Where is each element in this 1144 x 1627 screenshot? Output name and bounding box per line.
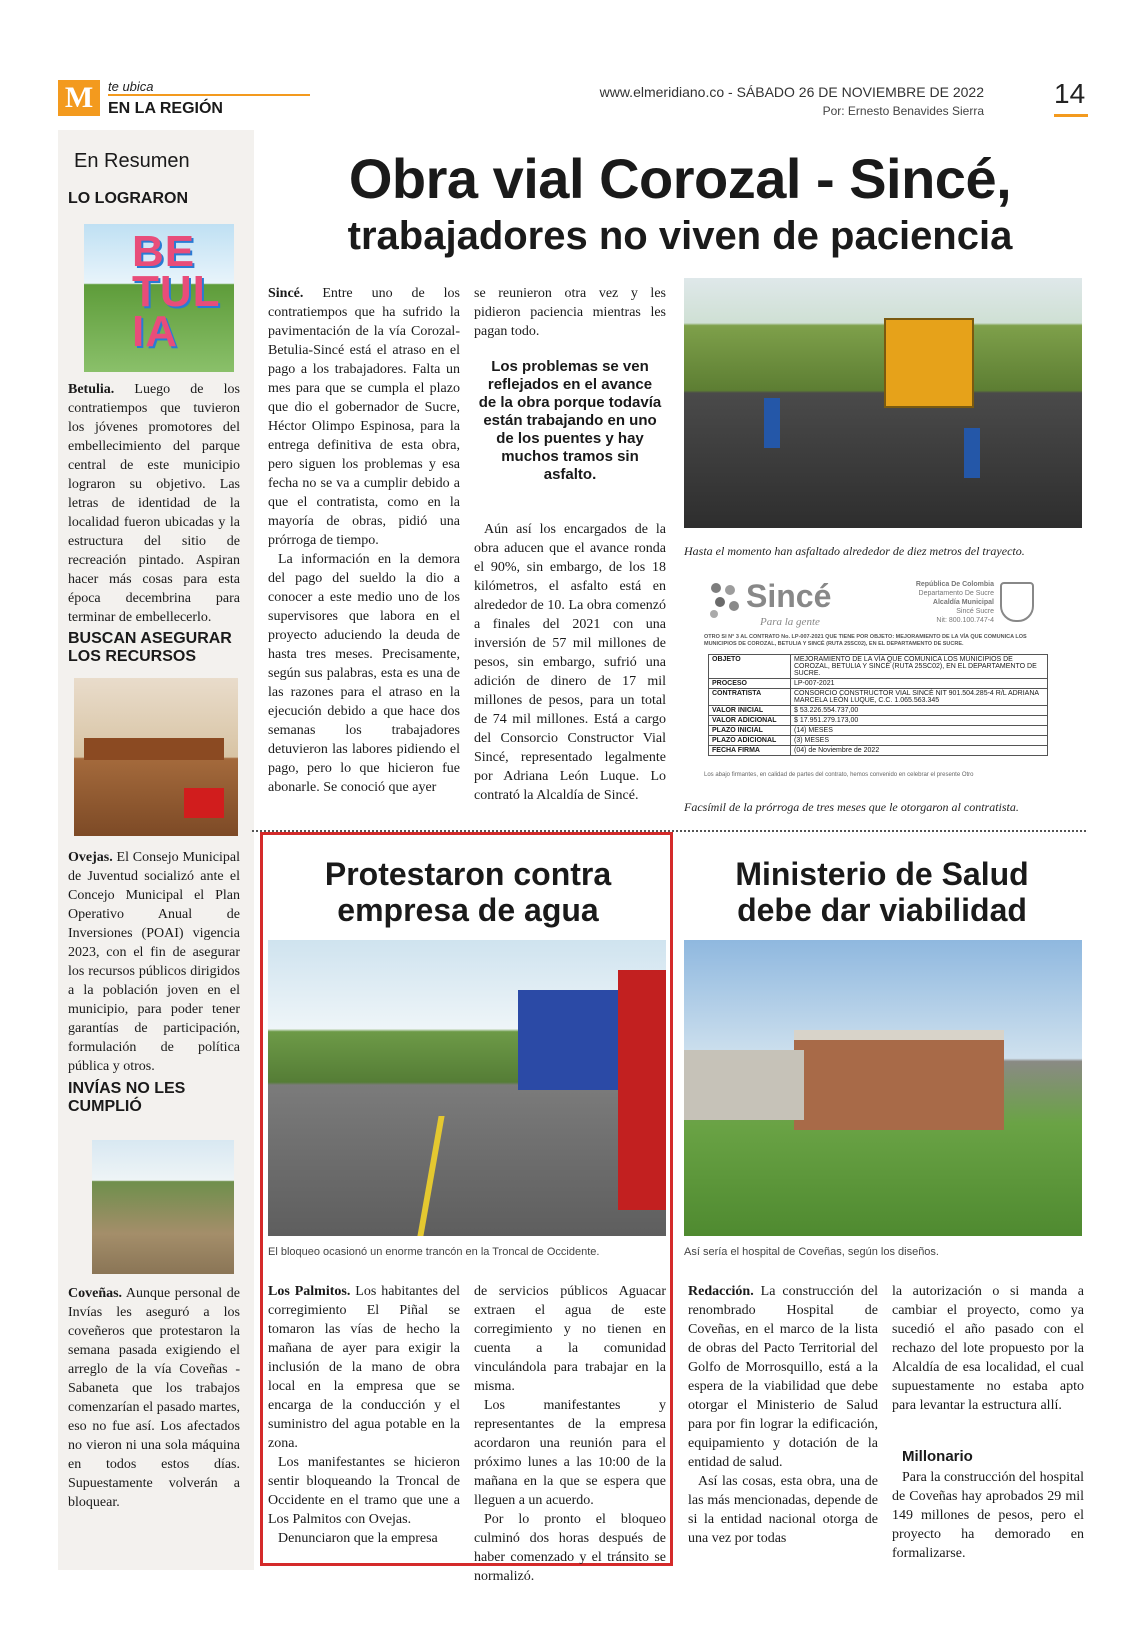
water-photo-caption: El bloqueo ocasionó un enorme trancón en la Troncal de Occidente.: [268, 1246, 600, 1258]
byline: Por: Ernesto Benavides Sierra: [822, 104, 984, 118]
table-row: OBJETO MEJORAMIENTO DE LA VÍA QUE COMUNICA LOS MUNICIPIOS DE COROZAL, BETULIA Y SINCÉ (RUTA 25SC02), EN EL DEPARTAMENTO DE SUCRE.: [709, 655, 1048, 679]
table-row: PROCESO LP-007-2021: [709, 679, 1048, 689]
sincé-logo-icon: [708, 580, 742, 620]
paragraph: Sincé. Entre uno de los contratiempos que ha sufrido la pavimentación de la vía Corozal-Betulia-Sincé está el atraso en el pago a los trabajadores. Falta un mes para que se cumpla el plazo que dio el gobernador de Sucre, Héctor Olimpo Espinosa, para la entrega definitiva de esta obra, pero siguen los problemas y esa fecha no se va a cumplir debido a que el contratista, como en la mayoría de obras, pidió una prórroga de tiempo.: [268, 286, 460, 548]
betulia-letters-photo: [84, 224, 234, 372]
water-story-col-2: [474, 1282, 666, 1586]
facsimile-preamble: OTRO SI N° 3 AL CONTRATO No. LP-007-2021 QUE TIENE POR OBJETO: MEJORAMIENTO DE LA VÍA QUE COMUNICA LOS MUNICIPIOS DE COROZAL, BETULIA Y SINCÉ (RUTA 25SC02), EN EL DEPARTAMENTO DE SUCRE.: [704, 634, 1027, 647]
hospital-caption: Así sería el hospital de Coveñas, según los diseños.: [684, 1246, 939, 1258]
main-subheadline: trabajadores no viven de paciencia: [347, 214, 1013, 258]
health-headline: Ministerio de Salud debe dar viabilidad: [735, 856, 1029, 928]
header-rule: [108, 94, 310, 96]
road-blockade-photo: [268, 940, 666, 1236]
hospital-building: [794, 1030, 1004, 1130]
hospital-render: [684, 940, 1082, 1236]
worker: [764, 398, 780, 448]
meeting-table: [84, 738, 224, 760]
pull-quote: Los problemas se ven reflejados en el avance de la obra porque todavía están trabajando en uno de los puentes y hay muchos tramos sin asfalto.: [478, 358, 662, 483]
water-story-col-1: [268, 1282, 460, 1548]
truck: [518, 990, 618, 1090]
newspaper-logo: M: [58, 80, 100, 116]
paragraph: Los manifestantes y representantes de la empresa acordaron una reunión para el próximo lunes a las 10:00 de la mañana en la que se espera que lleguen a un acuerdo.: [474, 1398, 666, 1508]
health-story-col-2-bottom: [892, 1468, 1084, 1563]
paragraph: Por lo pronto el bloqueo culminó dos horas después de haber comenzado y el tránsito se normalizó.: [474, 1512, 666, 1584]
main-story-col-2: [474, 284, 666, 341]
sidebar-title: En Resumen: [74, 150, 190, 172]
sincé-logo-text: Sincé: [746, 578, 832, 614]
paragraph: Los Palmitos. Los habitantes del corregimiento El Piñal se tomaron las vías de hecho la mañana de ayer para exigir la inclusión de la mano de obra local en la empresa que se encarga de la conducción y el suministro del agua potable en la zona.: [268, 1284, 460, 1451]
table-row: FECHA FIRMA (04) de Noviembre de 2022: [709, 746, 1048, 756]
table-row: VALOR INICIAL $ 53.226.554.737,00: [709, 706, 1048, 716]
section-tagline: te ubica: [108, 79, 154, 94]
paragraph: Los manifestantes se hicieron sentir bloqueando la Troncal de Occidente en el tramo que une a Los Palmitos con Ovejas.: [268, 1455, 460, 1527]
page-number-rule: [1054, 114, 1088, 117]
table-row: PLAZO INICIAL (14) MESES: [709, 726, 1048, 736]
paragraph: La información en la demora del pago del sueldo la dio a conocer a este medio uno de los supervisores que labora en el proyecto aduciendo la deuda de hasta tres meses. Precisamente, según sus palabras, esta es una de las razones para el atraso en la ejecución debido a que hace dos semanas los trabajadores detuvieron las labores pidiendo el pago, pero lo que hicieron fue abonarle. Se conoció que ayer: [268, 552, 460, 795]
sidebar-text-1: Betulia. Luego de los contratiempos que tuvieron los jóvenes promotores del embellecimiento del parque central de este municipio lograron su objetivo. Las letras de identidad de la localidad fueron ubicadas y la estructura del sitio de recreación pintado. Aspiran hacer más cosas para esta época decembrina para terminar de embellecerlo.: [68, 382, 240, 625]
main-story-col-1: [268, 284, 460, 797]
facsimile-caption: Facsímil de la prórroga de tres meses que le otorgaron al contratista.: [684, 800, 1019, 814]
table-row: CONTRATISTA CONSORCIO CONSTRUCTOR VIAL SINCÉ NIT 901.504.285-4 R/L ADRIANA MARCELA LEÓN LUQUE, C.C. 1.065.563.345: [709, 689, 1048, 706]
table-row: VALOR ADICIONAL $ 17.951.279.173,00: [709, 716, 1048, 726]
paragraph: Redacción. La construcción del renombrado Hospital de Coveñas, en el marco de la lista de obras del Pacto Territorial del Golfo de Morrosquillo, está a la espera de la viabilidad que debe otorgar el Ministerio de Salud para por fin lograr la edificación, equipamiento y dotación de la entidad de salud.: [688, 1284, 878, 1470]
betulia-letters: BETULIA: [132, 227, 221, 356]
paragraph: Denunciaron que la empresa: [278, 1531, 438, 1546]
water-headline: Protestaron contra empresa de agua: [324, 856, 612, 928]
red-truck: [618, 970, 666, 1210]
coat-of-arms-icon: [1000, 582, 1034, 622]
road-photo-caption: Hasta el momento han asfaltado alrededor de diez metros del trayecto.: [684, 544, 1025, 558]
municipality-letterhead: República De Colombia Departamento De Sucre Alcaldía Municipal Sincé Sucre Nit: 800.100.747-4: [915, 581, 994, 624]
main-headline: Obra vial Corozal - Sincé,: [348, 147, 1012, 210]
worker: [964, 428, 980, 478]
red-chair: [184, 788, 224, 818]
main-story-col-2-bottom: [474, 520, 666, 805]
hospital-wing: [684, 1050, 804, 1120]
sidebar-text-3: Coveñas. Aunque personal de Invías les aseguró a los coveñeros que protestaron la semana pasada exigiendo el arreglo de la vía Coveñas - Sabaneta que los trabajos comenzarían el pasado martes, eso no fue así. Los afectados no vieron ni una sola máquina en todos estos días. Supuestamente volverán a bloquear.: [68, 1286, 240, 1510]
asphalt-paver: [884, 318, 974, 408]
masthead-date: www.elmeridiano.co - SÁBADO 26 DE NOVIEMBRE DE 2022: [599, 84, 984, 100]
contract-facsimile: [684, 572, 1082, 790]
paragraph: se reunieron otra vez y les pidieron paciencia mientras les pagan todo.: [474, 286, 666, 339]
sidebar-heading-3: INVÍAS NO LES CUMPLIÓ: [68, 1080, 186, 1115]
paragraph: Así las cosas, esta obra, una de las más mencionadas, depende de si la entidad nacional otorga de una vez por todas: [688, 1474, 878, 1546]
facsimile-footer: Los abajo firmantes, en calidad de partes del contrato, hemos convenido en celebrar el presente Otro: [704, 772, 974, 778]
contract-table: [708, 654, 1048, 756]
sidebar-text-2: Ovejas. El Consejo Municipal de Juventud socializó ante el Concejo Municipal el Plan Operativo Anual de Inversiones (POAI) vigencia 2023, con el fin de asegurar los recursos públicos dirigidos a la población joven en el municipio, para poder tener garantías de participación, formulación de política pública y otros.: [68, 850, 240, 1074]
ovejas-meeting-photo: [74, 678, 238, 836]
sidebar-heading-2: BUSCAN ASEGURAR LOS RECURSOS: [68, 630, 232, 665]
paragraph: de servicios públicos Aguacar extraen el agua de este corregimiento y no tienen en cuenta a la comunidad vinculándola para trabajar en la misma.: [474, 1284, 666, 1394]
road-line: [417, 1116, 444, 1236]
road-paving-photo: [684, 278, 1082, 528]
paragraph: Para la construcción del hospital de Coveñas hay aprobados 29 mil 149 millones de pesos, pero el proyecto ha demorado en formalizarse.: [892, 1470, 1084, 1561]
table-row: PLAZO ADICIONAL (3) MESES: [709, 736, 1048, 746]
paragraph: Aún así los encargados de la obra aducen que el avance ronda el 90%, sin embargo, de los 18 kilómetros, el asfalto está en alrededor de 10. La obra comenzó a finales del 2021 con una inversión de 57 mil millones de pesos, sin embargo, sufrió una adición de dinero de 17 mil millones de pesos, para un total de 74 mil millones. Está a cargo del Consorcio Constructor Vial Sincé, representado legalmente por Adriana León Luque. Lo contrató la Alcaldía de Sincé.: [474, 522, 666, 803]
paragraph: la autorización o si manda a cambiar el proyecto, como ya sucedió el año pasado con el rechazo del lote propuesto por la Alcaldía de esa localidad, el cual supuestamente no estaba apto para levantar la estructura allí.: [892, 1284, 1084, 1413]
health-story-col-1: [688, 1282, 878, 1548]
covenas-road-photo: [92, 1140, 234, 1274]
section-name: EN LA REGIÓN: [108, 100, 223, 117]
sincé-slogan: Para la gente: [760, 616, 820, 628]
sidebar-heading-1: LO LOGRARON: [68, 190, 188, 207]
health-subhead: Millonario: [902, 1448, 973, 1465]
page-number: 14: [1054, 78, 1086, 109]
health-story-col-2: [892, 1282, 1084, 1415]
